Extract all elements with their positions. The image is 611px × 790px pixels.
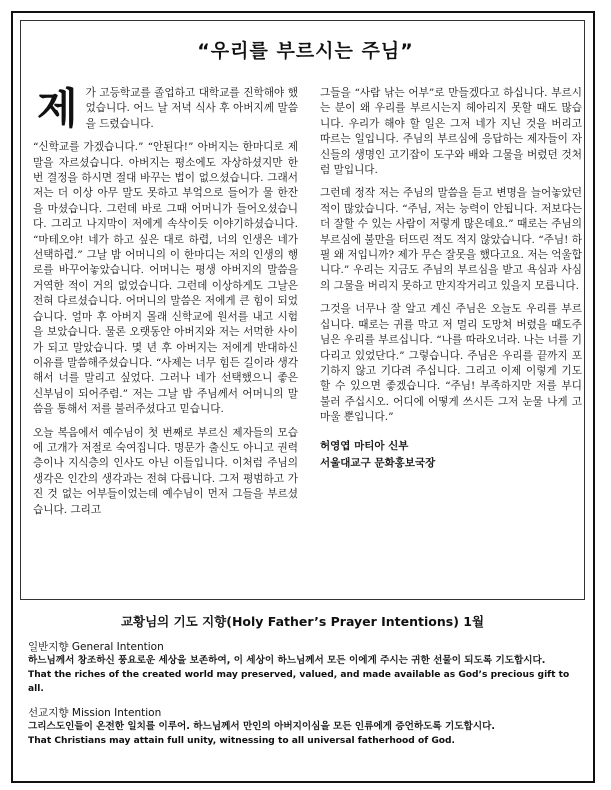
mission-intention	[28, 706, 585, 748]
article-right-column	[320, 86, 582, 472]
general-intention-korean: 하느님께서 창조하신 풍요로운 세상을 보존하여, 이 세상이 하느님께서 모든 이에게 주시는 귀한 선물이 되도록 기도합시다.	[28, 655, 546, 666]
prayer-intentions-title: 교황님의 기도 지향(Holy Father’s Prayer Intentions) 1월	[120, 614, 485, 629]
article-paragraph: 그것을 너무나 잘 알고 계신 주님은 오늘도 우리를 부르십니다. 때로는 귀를 막고 저 멀리 도망쳐 버렸을 때도주님은 우리를 부르십니다. “나를 따라오너라. 나는 너를 기다리고 있었단다.” 그렇습니다. 주님은 우리를 끝까지 포기하지 않고 기다려 주십니다. 그리고 이제 이렇게 기도할 수 있으면 좋겠습니다. “주님! 부족하지만 저를 부디 불러 주십시오. 어디에 어떻게 쓰시든 그저 눈물 나게 고마울 뿐입니다.”	[320, 303, 582, 424]
article-paragraph	[33, 86, 298, 132]
author-name: 허영엽 마티아 신부	[320, 439, 409, 452]
article-paragraph: 그들을 “사람 낚는 어부”로 만들겠다고 하십니다. 부르시는 분이 왜 우리를 부르시는지 헤아리지 못할 때도 많습니다. 우리가 해야 할 일은 그저 네가 지닌 것을 버리고 따르는 일입니다. 주님의 부르심에 응답하는 제자들이 자신들의 생명인 고기잡이 도구와 배와 그물을 버렸던 것처럼 말입니다.	[320, 87, 582, 177]
author-signature	[320, 438, 582, 472]
author-position: 서울대교구 문화홍보국장	[320, 456, 436, 469]
prayer-intentions-box	[20, 604, 585, 774]
general-intention-heading: 일반지향 General Intention	[28, 641, 164, 653]
mission-intention-heading: 선교지향 Mission Intention	[28, 707, 162, 719]
drop-cap: 제	[37, 84, 78, 133]
general-intention	[28, 640, 585, 696]
article-title: “우리를 부르시는 주님”	[197, 40, 414, 62]
paragraph-text: 가 고등학교를 졸업하고 대학교를 진학해야 했었습니다. 어느 날 저녁 식사 후 아버지께 말씀을 드렸습니다.	[85, 87, 298, 130]
article-paragraph: 오늘 복음에서 예수님이 첫 번째로 부르신 제자들의 모습에 고개가 저절로 숙여집니다. 명문가 출신도 아니고 권력층이나 지식층의 인사도 아닌 이들입니다. 이처럼 주님의 생각은 인간의 생각과는 전혀 다릅니다. 그저 평범하고 가진 것 없는 어부들이었는데 예수님이 먼저 그들을 부르셨습니다. 그리고	[33, 426, 298, 516]
article-paragraph: “신학교를 가겠습니다.” “안된다!” 아버지는 한마디로 제 말을 자르셨습니다. 아버지는 평소에도 자상하셨지만 한번 결정을 하시면 절대 바꾸는 법이 없으셨습니다. 그래서 저는 더 이상 아무 말도 못하고 부엌으로 들어가 물 한잔을 마셨습니다. 그런데 바로 그때 어머니가 들어오셨습니다. 그리고 나지막이 저에게 속삭이듯 이야기하셨습니다. “마테오야! 네가 하고 싶은 대로 하렵, 너의 인생은 네가 선택하렵.” 그날 밤 어머니의 이 한마디는 저의 인생의 행로를 바꾸어놓았습니다. 어머니는 평생 아버지의 말씀을 거역한 적이 거의 없었습니다. 그런데 이상하게도 그날은 전혀 다르셨습니다. 어머니의 말씀은 저에게 큰 힘이 되었습니다. 얼마 후 아버지 몰래 신학교에 원서를 내고 시험을 보았습니다. 물론 오랫동안 아버지와 저는 서먹한 사이가 되고 말았습니다. 몇 년 후 아버지는 저에게 반대하신 이유를 말씀해주셨습니다. “사제는 너무 힘든 길이라 생각해서 너를 말리고 싶었다. 그러나 네가 선택했으니 좋은 신부님이 되어주렴.” 저는 그날 밤 주님께서 어머니의 말씀을 통해서 저를 불러주셨다고 믿습니다.	[33, 141, 298, 416]
article-paragraph: 그런데 정작 저는 주님의 말씀을 듣고 변명을 늘어놓았던 적이 많았습니다. “주님, 저는 능력이 안됩니다. 저보다는 더 잘할 수 있는 사람이 저렇게 많은데요.” 때로는 주님의 부르심에 불만을 터뜨린 적도 적지 않았습니다. “주님! 하필 왜 저입니까? 제가 무슨 잘못을 했다고요. 저는 억울합니다.” 우리는 지금도 주님의 부르심을 받고 욕심과 사심의 그물을 버리지 못하고 만지작거리고 있을지 모릅니다.	[320, 187, 582, 292]
mission-intention-korean: 그리스도인들이 온전한 일치를 이루어. 하느님께서 만인의 아버지이심을 모든 인류에게 증언하도록 기도합시다.	[28, 721, 495, 732]
general-intention-english: That the riches of the created world may preserved, valued, and made available as God’s precious gift to all.	[28, 670, 570, 694]
mission-intention-english: That Christians may attain full unity, witnessing to all universal fatherhood of God.	[28, 736, 456, 746]
article-left-column	[33, 86, 298, 526]
